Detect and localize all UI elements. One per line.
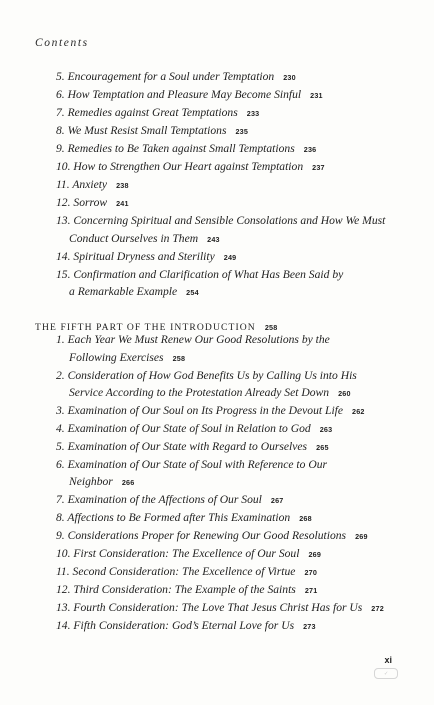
toc-entry-page: 254 bbox=[186, 288, 199, 298]
toc-entry-line bbox=[56, 491, 401, 510]
toc-entry-title: 7. Remedies against Great Temptations bbox=[56, 106, 238, 119]
toc-entry-page: 269 bbox=[308, 549, 322, 559]
toc-entry-page: 243 bbox=[207, 234, 220, 244]
toc-entry-line bbox=[56, 122, 401, 141]
toc-entry bbox=[56, 527, 401, 546]
toc-entry-line bbox=[56, 104, 401, 123]
running-head: Contents bbox=[35, 37, 89, 49]
toc-entry-line bbox=[56, 438, 401, 457]
toc-entry-line bbox=[56, 527, 401, 546]
toc-entry-line bbox=[56, 158, 401, 177]
toc-entry-title: 9. Considerations Proper for Renewing Our Good Resolutions bbox=[56, 529, 347, 542]
toc-entry-page: 268 bbox=[299, 514, 312, 524]
toc-entry-page: 262 bbox=[352, 407, 365, 416]
toc-entry-line bbox=[56, 384, 401, 403]
toc-entry-title: Following Exercises bbox=[69, 350, 164, 364]
toc-entry-page: 260 bbox=[338, 389, 351, 399]
toc-entry-line bbox=[56, 248, 401, 267]
toc-entry-title: 3. Examination of Our Soul on Its Progress in the Devout Life bbox=[56, 404, 344, 417]
toc-entry-title: 5. Examination of Our State with Regard to Ourselves bbox=[56, 439, 308, 453]
toc-entry bbox=[56, 456, 401, 492]
toc-entry-title: 4. Examination of Our State of Soul in Relation to God bbox=[56, 421, 311, 435]
toc-entry-title: 1. Each Year We Must Renew Our Good Resolutions by the bbox=[56, 333, 330, 346]
toc-entry bbox=[56, 599, 401, 618]
toc-entry-line bbox=[56, 456, 401, 474]
toc-entry-line bbox=[56, 367, 401, 385]
toc-entry-title: 10. First Consideration: The Excellence of Our Soul bbox=[56, 546, 300, 560]
toc-entry-title: 5. Encouragement for a Soul under Temptation bbox=[56, 70, 275, 83]
toc-entry-title: 11. Anxiety bbox=[56, 178, 108, 191]
toc-entry-page: 230 bbox=[283, 73, 296, 82]
toc-entry-title: a Remarkable Example bbox=[69, 285, 178, 299]
toc-entry-page: 233 bbox=[246, 109, 260, 118]
toc-entry bbox=[56, 331, 401, 367]
toc-entry bbox=[56, 438, 401, 457]
toc-entry-title: 8. Affections to Be Formed after This Examination bbox=[56, 511, 291, 525]
toc-entry-page: 265 bbox=[316, 442, 329, 452]
toc-entry-title: 10. How to Strengthen Our Heart against Temptation bbox=[56, 160, 304, 173]
toc-entry-title: 11. Second Consideration: The Excellence of Virtue bbox=[56, 564, 296, 578]
toc-entry-title: 12. Third Consideration: The Example of the Saints bbox=[56, 582, 296, 596]
toc-entry-page: 238 bbox=[116, 181, 129, 190]
toc-entry-line bbox=[56, 230, 401, 249]
toc-entry bbox=[56, 68, 401, 87]
toc-entry bbox=[56, 367, 401, 403]
toc-entry-line bbox=[56, 86, 401, 105]
toc-entry bbox=[56, 581, 401, 600]
part-heading-page: 258 bbox=[264, 323, 278, 332]
toc-entry-line bbox=[56, 581, 401, 600]
toc-entry-line bbox=[56, 176, 401, 195]
toc-entry bbox=[56, 86, 401, 105]
toc-entry bbox=[56, 545, 401, 564]
toc-entry-page: 235 bbox=[235, 127, 249, 136]
toc-entry bbox=[56, 420, 401, 439]
toc-entry-title: 9. Remedies to Be Taken against Small Temptations bbox=[56, 142, 295, 155]
toc-entry bbox=[56, 158, 401, 177]
library-stamp-mark: ✓ bbox=[374, 668, 398, 679]
toc-entry bbox=[56, 563, 401, 582]
toc-entry-line bbox=[56, 349, 401, 368]
toc-entry-page: 241 bbox=[116, 199, 129, 208]
toc-entry-page: 273 bbox=[303, 621, 316, 631]
toc-entry-line bbox=[56, 402, 401, 421]
toc-entry bbox=[56, 266, 401, 302]
toc-entry-title: 13. Concerning Spiritual and Sensible Consolations and How We Must bbox=[56, 214, 386, 227]
toc-entry-line bbox=[56, 140, 401, 159]
toc-entry-page: 249 bbox=[223, 252, 237, 262]
toc-entry-page: 263 bbox=[319, 424, 333, 434]
toc-entry-title: Conduct Ourselves in Them bbox=[69, 231, 199, 245]
toc-entry bbox=[56, 212, 401, 248]
toc-entry-page: 258 bbox=[172, 353, 186, 363]
toc-entry-page: 270 bbox=[304, 567, 318, 577]
toc-entry-title: 12. Sorrow bbox=[56, 196, 108, 209]
toc-entry-title: 14. Fifth Consideration: God’s Eternal Love for Us bbox=[56, 618, 295, 632]
toc-entry-line bbox=[56, 68, 401, 87]
toc-entry-line bbox=[56, 331, 401, 349]
toc-entry-title: Service According to the Protestation Already Set Down bbox=[69, 386, 330, 400]
toc-entry bbox=[56, 509, 401, 528]
toc-entry-line bbox=[56, 473, 401, 492]
toc-entry-line bbox=[56, 212, 401, 230]
toc-entry bbox=[56, 248, 401, 267]
toc-entry bbox=[56, 140, 401, 159]
toc-entry-title: Neighbor bbox=[69, 475, 113, 489]
toc-entry bbox=[56, 122, 401, 141]
part-heading-title: THE FIFTH PART OF THE INTRODUCTION bbox=[35, 322, 256, 333]
toc-entry bbox=[56, 104, 401, 123]
toc-entry-title: 14. Spiritual Dryness and Sterility bbox=[56, 249, 215, 263]
toc-entry bbox=[56, 194, 401, 213]
toc-entry bbox=[56, 176, 401, 195]
toc-entry bbox=[56, 491, 401, 510]
toc-entry-page: 237 bbox=[312, 163, 325, 172]
toc-entry bbox=[56, 402, 401, 421]
page-folio: xi bbox=[384, 655, 392, 665]
toc-entry-title: 13. Fourth Consideration: The Love That Jesus Christ Has for Us bbox=[56, 600, 363, 614]
toc-entry-title: 8. We Must Resist Small Temptations bbox=[56, 124, 227, 137]
toc-entry bbox=[56, 617, 401, 636]
toc-entry-page: 269 bbox=[355, 532, 368, 541]
toc-entry-page: 272 bbox=[371, 603, 384, 613]
toc-entry-title: 2. Consideration of How God Benefits Us by Calling Us into His bbox=[56, 368, 357, 382]
toc-entry-page: 231 bbox=[310, 91, 323, 100]
toc-entry-line bbox=[56, 509, 401, 528]
toc-entry-line bbox=[56, 563, 401, 582]
toc-entry-title: 6. How Temptation and Pleasure May Become Sinful bbox=[56, 88, 302, 101]
toc-entry-line bbox=[56, 599, 401, 618]
toc-entry-title: 15. Confirmation and Clarification of What Has Been Said by bbox=[56, 267, 344, 281]
toc-entry-line bbox=[56, 266, 401, 284]
toc-entry-line bbox=[56, 283, 401, 302]
toc-entry-line bbox=[56, 617, 401, 636]
toc-entry-page: 236 bbox=[303, 145, 317, 154]
toc-entry-line bbox=[56, 545, 401, 564]
toc-entry-page: 266 bbox=[121, 478, 135, 488]
toc-entry-title: 7. Examination of the Affections of Our Soul bbox=[56, 493, 262, 507]
toc-entry-line bbox=[56, 194, 401, 213]
toc-entry-page: 271 bbox=[304, 585, 318, 595]
toc-entry-line bbox=[56, 420, 401, 439]
toc-entry-title: 6. Examination of Our State of Soul with Reference to Our bbox=[56, 457, 328, 471]
toc-entry-page: 267 bbox=[270, 496, 284, 506]
